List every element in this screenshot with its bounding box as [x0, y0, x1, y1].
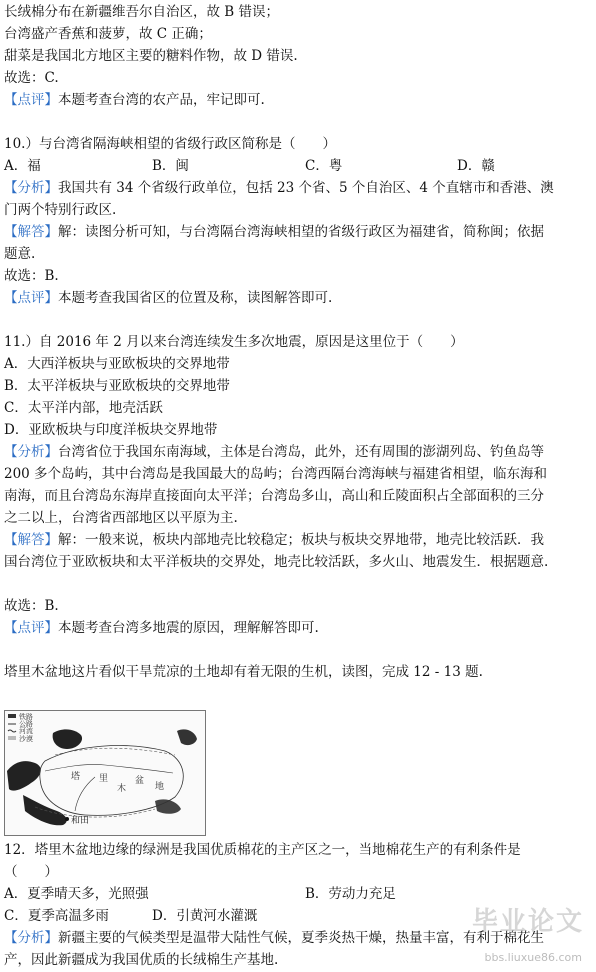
- q11-analysis-line-3: 南海，而且台湾岛东海岸直接面向太平洋；台湾岛多山，高山和丘陵面积占全部面积的三分: [4, 488, 544, 504]
- analysis-tag: 【分析】: [4, 444, 58, 460]
- q11-answer: 故选：B.: [4, 598, 59, 614]
- comment-text: 本题考查我国省区的位置及称，读图解答即可.: [58, 290, 333, 306]
- q12-analysis-line-1: [4, 928, 544, 949]
- analysis-tag: 【分析】: [4, 180, 58, 196]
- q12-analysis-line-2: 产，因此新疆成为我国优质的长绒棉生产基地.: [4, 952, 279, 968]
- q10-comment: [4, 288, 332, 309]
- q10-solution-line-1: [4, 222, 544, 243]
- q12-stem-line-1: 12．塔里木盆地边缘的绿洲是我国优质棉花的主产区之一，当地棉花生产的有利条件是: [4, 842, 521, 858]
- q11-stem: 11.）自 2016 年 2 月以来台湾连续发生多次地震，原因是这里位于（ ）: [4, 334, 464, 350]
- comment-tag: 【点评】: [4, 92, 58, 108]
- legend-railway: 铁路: [19, 713, 33, 721]
- q11-analysis-line-1: [4, 442, 544, 463]
- solution-tag: 【解答】: [4, 532, 58, 548]
- solution-text: 解：一般来说，板块内部地壳比较稳定；板块与板块交界地带，地壳比较活跃．我: [58, 532, 544, 548]
- tarim-basin-map: [4, 710, 206, 836]
- basin-label-3: 木: [117, 784, 127, 794]
- map-drawing: [5, 711, 205, 835]
- mountain-mass-northeast: [177, 729, 197, 745]
- hotan-river: [75, 777, 95, 811]
- comment-text: 本题考查台湾多地震的原因，理解解答即可.: [58, 620, 319, 636]
- legend-desert: 沙漠: [19, 735, 33, 743]
- comment-text: 本题考查台湾的农产品，牢记即可.: [58, 92, 265, 108]
- q12-option-b: B．劳动力充足: [305, 886, 396, 902]
- q11-comment: [4, 618, 319, 639]
- prev-explanation-line-3: 甜菜是我国北方地区主要的糖料作物，故 D 错误.: [4, 48, 298, 64]
- mountain-mass-west: [7, 761, 41, 791]
- q10-option-c: C．粤: [305, 158, 343, 174]
- q10-option-b: B．闽: [152, 158, 189, 174]
- q12-stem-line-2: （ ）: [4, 864, 58, 880]
- q11-analysis-line-2: 200 多个岛屿，其中台湾岛是我国最大的岛屿；台湾西隔台湾海峡与福建省相望，临东海和: [4, 466, 548, 482]
- legend-swatch-railway: [8, 714, 16, 718]
- watermark-url: bbs.liuxue86.com: [484, 951, 582, 964]
- q11-option-a: A．大西洋板块与亚欧板块的交界地带: [4, 356, 230, 372]
- q11-solution-line-2: 国台湾位于亚欧板块和太平洋板块的交界处，地壳比较活跃，多火山、地震发生．根据题意.: [4, 554, 549, 570]
- q10-stem: 10.）与台湾省隔海峡相望的省级行政区简称是（ ）: [4, 136, 336, 152]
- comment-tag: 【点评】: [4, 290, 58, 306]
- analysis-text: 我国共有 34 个省级行政单位，包括 23 个省、5 个自治区、4 个直辖市和香港、澳: [58, 180, 554, 196]
- prev-answer: 故选：C.: [4, 70, 59, 86]
- map-legend: [8, 712, 33, 743]
- q10-answer: 故选：B.: [4, 268, 59, 284]
- legend-road: 公路: [19, 720, 33, 728]
- solution-text: 解：读图分析可知，与台湾隔台湾海峡相望的省级行政区为福建省，简称闽；依据: [58, 224, 544, 240]
- q10-solution-line-2: 题意.: [4, 246, 36, 262]
- analysis-text: 台湾省位于我国东南海域，主体是台湾岛，此外，还有周围的澎湖列岛、钓鱼岛等: [58, 444, 544, 460]
- watermark-logo: 毕业论文: [471, 907, 584, 937]
- city-marker: [65, 817, 69, 821]
- prev-explanation-line-1: 长绒棉分布在新疆维吾尔自治区，故 B 错误；: [4, 4, 280, 20]
- basin-label-1: 塔: [71, 772, 81, 782]
- basin-label-2: 里: [99, 774, 109, 784]
- q11-option-c: C．太平洋内部，地壳活跃: [4, 400, 163, 416]
- legend-swatch-desert: [8, 736, 16, 740]
- q11-option-d: D．亚欧板块与印度洋板块交界地带: [4, 422, 218, 438]
- q12-option-d: D．引黄河水灌溉: [152, 908, 258, 924]
- q10-option-a: A．福: [4, 158, 41, 174]
- basin-label-5: 地: [155, 782, 165, 792]
- q11-option-b: B．太平洋板块与亚欧板块的交界地带: [4, 378, 230, 394]
- q10-analysis-line-1: [4, 178, 554, 199]
- mountain-mass-north: [53, 729, 82, 749]
- q11-analysis-line-4: 之二以上，台湾省西部地区以平原为主.: [4, 510, 238, 526]
- city-label: 和田: [71, 816, 90, 826]
- prev-comment: [4, 90, 265, 111]
- legend-river: 河流: [19, 727, 33, 735]
- q12-option-c: C．夏季高温多雨: [4, 908, 109, 924]
- analysis-text: 新疆主要的气候类型是温带大陆性气候，夏季炎热干燥，热量丰富，有利于棉花生: [58, 930, 544, 946]
- q12-option-a: A．夏季晴天多，光照强: [4, 886, 149, 902]
- analysis-tag: 【分析】: [4, 930, 58, 946]
- legend-swatch-river: [8, 730, 16, 732]
- q10-analysis-line-2: 门两个特别行政区.: [4, 202, 117, 218]
- q10-option-d: D．赣: [457, 158, 495, 174]
- section-intro: 塔里木盆地这片看似干旱荒凉的土地却有着无限的生机，读图，完成 12 - 13 题.: [4, 664, 483, 680]
- comment-tag: 【点评】: [4, 620, 58, 636]
- tarim-river: [45, 764, 173, 773]
- q11-solution-line-1: [4, 530, 544, 551]
- solution-tag: 【解答】: [4, 224, 58, 240]
- basin-label-4: 盆: [135, 776, 145, 786]
- prev-explanation-line-2: 台湾盛产香蕉和菠萝，故 C 正确；: [4, 26, 212, 42]
